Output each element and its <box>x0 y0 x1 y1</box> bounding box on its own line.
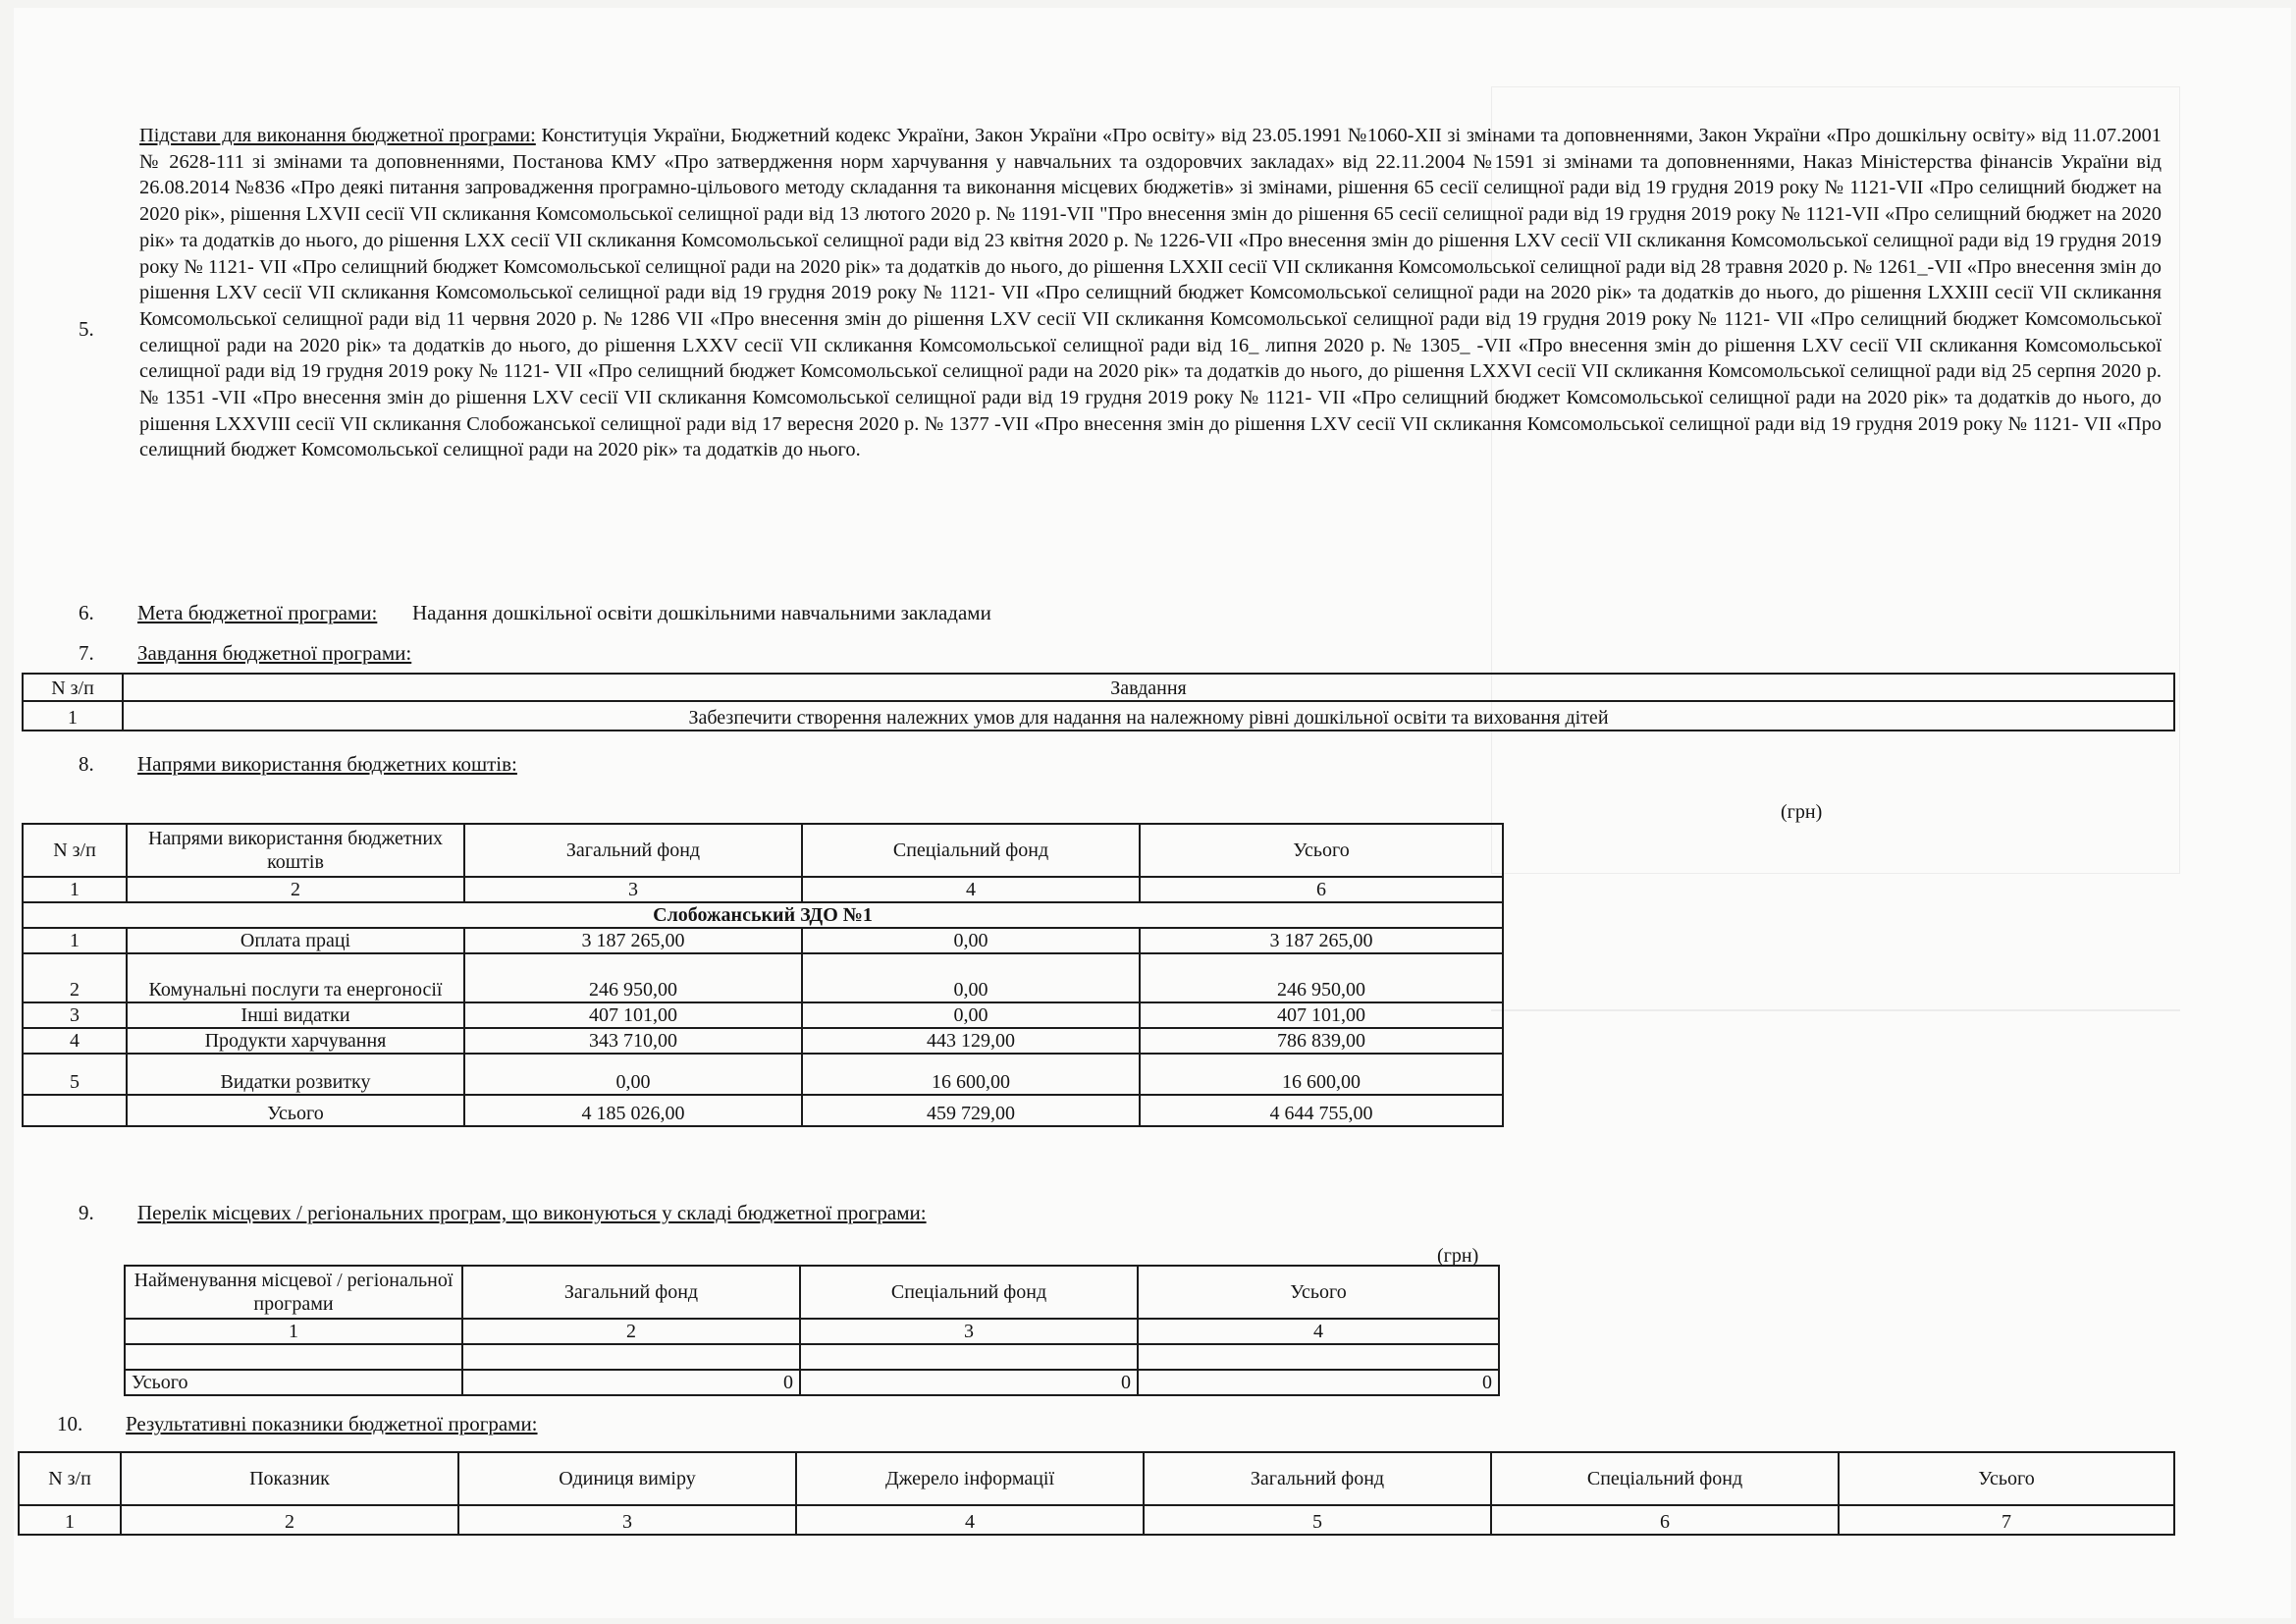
cell: 443 129,00 <box>802 1028 1140 1054</box>
cell: 0 <box>1138 1370 1499 1395</box>
cell <box>462 1344 800 1370</box>
bleed-through-line <box>1491 1009 2180 1011</box>
total-row <box>125 1370 1499 1395</box>
cell <box>23 1095 127 1126</box>
section5-paragraph <box>139 123 2162 463</box>
group-title: Слобожанський ЗДО №1 <box>23 902 1503 928</box>
section5-label: Підстави для виконання бюджетної програми: <box>139 125 536 146</box>
cell: 459 729,00 <box>802 1095 1140 1126</box>
cell: 4 <box>23 1028 127 1054</box>
header-cell: Показник <box>121 1452 458 1505</box>
cell: Забезпечити створення належних умов для надання на належному рівні дошкільної освіти та виховання дітей <box>123 701 2174 731</box>
cell: 16 600,00 <box>802 1054 1140 1095</box>
cell: 4 <box>802 877 1140 902</box>
performance-indicators-table <box>18 1451 2175 1536</box>
cell: 1 <box>23 701 123 731</box>
empty-row <box>125 1344 1499 1370</box>
section10-number: 10. <box>57 1412 83 1435</box>
table-row <box>23 1002 1503 1028</box>
cell: 3 <box>458 1505 796 1535</box>
section9-unit: (грн) <box>1437 1245 1479 1267</box>
table-header-row <box>23 674 2174 701</box>
cell: 7 <box>1839 1505 2174 1535</box>
cell: Усього <box>125 1370 462 1395</box>
cell: 4 185 026,00 <box>464 1095 802 1126</box>
section7-number: 7. <box>79 641 94 665</box>
header-cell: Найменування місцевої / регіональної програми <box>125 1266 462 1319</box>
index-row <box>125 1319 1499 1344</box>
section5-text: Конституція України, Бюджетний кодекс України, Закон України «Про освіту» від 23.05.1991 №1060-XII зі змінами та доповненнями, Закон України «Про дошкільну освіту» від 11.07.2001 № 2628-111 зі змінами та доповненнями, Постанова КМУ «Про затвердження норм харчування у навчальних та оздоровчих закладах» від 22.11.2004 №1591 зі змінами та доповненнями, Наказ Міністерства фінансів України від 26.08.2014 №836 «Про деякі питання запровадження програмно-цільового методу складання та виконання місцевих бюджетів» зі змінами, рішення 65 сесії селищної ради від 19 грудня 2019 року № 1121-VII «Про селищний бюджет на 2020 рік», рішення LXVII сесії VII скликання Комсомольської селищної ради від 13 лютого 2020 р. № 1191-VII "Про внесення змін до рішення 65 сесії селищної ради від 19 грудня 2019 року № 1121-VII «Про селищний бюджет на 2020 рік» та додатків до нього, до рішення LXX сесії VII скликання Комсомольської селищної ради від 23 квітня 2020 р. № 1226-VII «Про внесення змін до рішення LXV сесії VII скликання Комсомольської селищної ради від 19 грудня 2019 року № 1121- VII «Про селищний бюджет Комсомольської селищної ради на 2020 рік» та додатків до нього, до рішення LXXII сесії VII скликання Комсомольської селищної ради від 28 травня 2020 р. № 1261_-VII «Про внесення змін до рішення LXV сесії VII скликання Комсомольської селищної ради від 19 грудня 2019 року № 1121- VII «Про селищний бюджет Комсомольської селищної ради на 2020 рік» та додатків до нього, до рішення LXXIII сесії VII скликання Комсомольської селищної ради від 11 червня 2020 р. № 1286 VII «Про внесення змін до рішення LXV сесії VII скликання Комсомольської селищної ради від 19 грудня 2019 року № 1121- VII «Про селищний бюджет Комсомольської селищної ради на 2020 рік» та додатків до нього, до рішення LXXV сесії VII скликання Комсомольської селищної ради від 16_ липня 2020 р. № 1305_ -VII «Про внесення змін до рішення LXV сесії VII скликання Комсомольської селищної ради від 19 грудня 2019 року № 1121- VII «Про селищний бюджет Комсомольської селищної ради на 2020 рік» та додатків до нього, до рішення LXXVI сесії VII скликання Комсомольської селищної ради від 25 серпня 2020 р. № 1351 -VII «Про внесення змін до рішення LXV сесії VII скликання Комсомольської селищної ради від 19 грудня 2019 року № 1121- VII «Про селищний бюджет Комсомольської селищної ради на 2020 рік» та додатків до нього, до рішення LXXVIII сесії VII скликання Слобожанської селищної ради від 17 вересня 2020 р. № 1377 -VII «Про внесення змін до рішення LXV сесії VII скликання Комсомольської селищної ради від 19 грудня 2019 року № 1121- VII «Про селищний бюджет Комсомольської селищної ради на 2020 рік» та додатків до нього. <box>139 125 2162 461</box>
table-row <box>23 701 2174 731</box>
table-row <box>23 953 1503 1002</box>
cell: 2 <box>462 1319 800 1344</box>
section7-label: Завдання бюджетної програми: <box>137 641 412 665</box>
cell: Видатки розвитку <box>127 1054 464 1095</box>
header-cell: Спеціальний фонд <box>800 1266 1138 1319</box>
header-cell: Напрями використання бюджетних коштів <box>127 824 464 877</box>
section10-label: Результативні показники бюджетної програми: <box>126 1412 538 1435</box>
cell: 1 <box>19 1505 121 1535</box>
cell: 2 <box>127 877 464 902</box>
cell: 1 <box>125 1319 462 1344</box>
cell: 246 950,00 <box>464 953 802 1002</box>
header-cell: Спеціальний фонд <box>802 824 1140 877</box>
cell: Продукти харчування <box>127 1028 464 1054</box>
cell: 0,00 <box>802 928 1140 953</box>
section8-unit: (грн) <box>1781 801 1823 823</box>
cell: 6 <box>1491 1505 1839 1535</box>
header-cell: Джерело інформації <box>796 1452 1144 1505</box>
cell: 0 <box>800 1370 1138 1395</box>
cell: 0 <box>462 1370 800 1395</box>
header-cell: Усього <box>1140 824 1503 877</box>
cell: Комунальні послуги та енергоносії <box>127 953 464 1002</box>
section6-label: Мета бюджетної програми: <box>137 601 378 624</box>
group-row <box>23 902 1503 928</box>
header-cell: Загальний фонд <box>464 824 802 877</box>
cell: 4 <box>1138 1319 1499 1344</box>
cell: 6 <box>1140 877 1503 902</box>
table-header-row <box>125 1266 1499 1319</box>
header-cell: Спеціальний фонд <box>1491 1452 1839 1505</box>
header-cell: N з/п <box>19 1452 121 1505</box>
tasks-table <box>22 673 2175 731</box>
cell: 5 <box>1144 1505 1491 1535</box>
section8-label: Напрями використання бюджетних коштів: <box>137 752 517 776</box>
cell: 4 <box>796 1505 1144 1535</box>
table-header-row <box>23 824 1503 877</box>
cell: 343 710,00 <box>464 1028 802 1054</box>
cell: 2 <box>121 1505 458 1535</box>
budget-directions-table <box>22 823 1504 1127</box>
cell: 5 <box>23 1054 127 1095</box>
header-cell: Загальний фонд <box>1144 1452 1491 1505</box>
regional-programs-table <box>124 1265 1500 1396</box>
section8-number: 8. <box>79 752 94 776</box>
cell: 3 <box>23 1002 127 1028</box>
section6-text: Надання дошкільної освіти дошкільними навчальними закладами <box>412 601 991 624</box>
header-cell: Завдання <box>123 674 2174 701</box>
cell: 786 839,00 <box>1140 1028 1503 1054</box>
cell: Інші видатки <box>127 1002 464 1028</box>
cell: 3 187 265,00 <box>1140 928 1503 953</box>
cell: 1 <box>23 928 127 953</box>
header-cell: Загальний фонд <box>462 1266 800 1319</box>
section5-number: 5. <box>79 317 94 341</box>
section9-number: 9. <box>79 1201 94 1224</box>
cell: 16 600,00 <box>1140 1054 1503 1095</box>
total-row <box>23 1095 1503 1126</box>
cell: 3 <box>800 1319 1138 1344</box>
header-cell: Усього <box>1839 1452 2174 1505</box>
header-cell: Одиниця виміру <box>458 1452 796 1505</box>
table-row <box>23 928 1503 953</box>
cell: 407 101,00 <box>1140 1002 1503 1028</box>
cell: 407 101,00 <box>464 1002 802 1028</box>
cell <box>800 1344 1138 1370</box>
table-row <box>23 1028 1503 1054</box>
header-cell: Усього <box>1138 1266 1499 1319</box>
document-page <box>14 8 2291 1618</box>
header-cell: N з/п <box>23 824 127 877</box>
section9-label: Перелік місцевих / регіональних програм, що виконуються у складі бюджетної програми: <box>137 1201 927 1224</box>
cell: 0,00 <box>802 1002 1140 1028</box>
index-row <box>23 877 1503 902</box>
cell: Усього <box>127 1095 464 1126</box>
table-header-row <box>19 1452 2174 1505</box>
header-cell: N з/п <box>23 674 123 701</box>
table-row <box>23 1054 1503 1095</box>
cell: 0,00 <box>802 953 1140 1002</box>
cell <box>125 1344 462 1370</box>
cell: 1 <box>23 877 127 902</box>
cell: 246 950,00 <box>1140 953 1503 1002</box>
cell: 4 644 755,00 <box>1140 1095 1503 1126</box>
index-row <box>19 1505 2174 1535</box>
cell: 3 <box>464 877 802 902</box>
cell: Оплата праці <box>127 928 464 953</box>
section6-number: 6. <box>79 601 94 624</box>
cell: 2 <box>23 953 127 1002</box>
cell: 0,00 <box>464 1054 802 1095</box>
cell <box>1138 1344 1499 1370</box>
cell: 3 187 265,00 <box>464 928 802 953</box>
